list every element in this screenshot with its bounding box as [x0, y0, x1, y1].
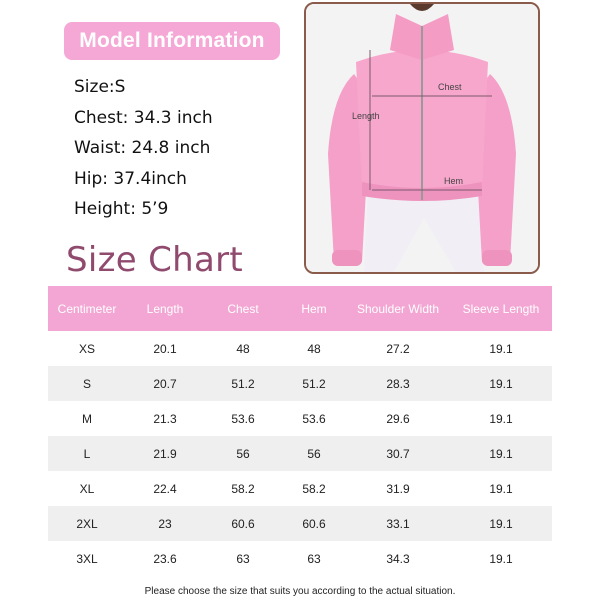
right-cuff: [482, 250, 512, 266]
col-header-shoulder-width: Shoulder Width: [346, 286, 450, 331]
table-row: [48, 436, 552, 471]
table-cell: 29.6: [386, 411, 410, 426]
table-cell: 34.3: [386, 551, 410, 566]
table-cell: 19.1: [450, 436, 552, 471]
model-information-badge: Model Information: [64, 22, 280, 60]
table-cell: 30.7: [346, 436, 450, 471]
table-cell: XS: [78, 341, 95, 356]
col-header-centimeter: Centimeter: [48, 286, 126, 331]
table-cell: 20.7: [126, 366, 204, 401]
left-cuff: [332, 250, 362, 266]
table-cell: 63: [307, 551, 321, 566]
table-cell: 20.1: [153, 341, 177, 356]
model-chest: Chest: 34.3 inch: [74, 107, 213, 128]
table-cell: 58.2: [231, 481, 255, 496]
table-cell: 3XL: [76, 551, 98, 566]
table-row: [48, 541, 552, 576]
model-waist: Waist: 24.8 inch: [74, 138, 211, 158]
table-cell: 19.1: [450, 506, 552, 541]
table-cell: 19.1: [450, 366, 552, 401]
table-cell: 56: [282, 436, 346, 471]
table-cell: 19.1: [489, 551, 513, 566]
col-header-length: Length: [126, 286, 204, 331]
table-cell: 51.2: [204, 366, 282, 401]
size-chart-title: Size Chart: [66, 240, 244, 280]
chest-label: Chest: [438, 82, 462, 92]
table-cell: 21.9: [126, 436, 204, 471]
length-label: Length: [352, 111, 380, 121]
table-cell: 23: [126, 506, 204, 541]
table-cell: 23.6: [153, 551, 177, 566]
jacket-illustration: [306, 4, 538, 272]
table-cell: L: [48, 436, 126, 471]
table-cell: 63: [236, 551, 250, 566]
table-cell: 31.9: [386, 481, 410, 496]
table-cell: 58.2: [302, 481, 326, 496]
table-cell: 28.3: [346, 366, 450, 401]
table-row: [48, 506, 552, 541]
product-photo: [304, 2, 540, 274]
model-hip: Hip: 37.4inch: [74, 168, 187, 189]
table-cell: 53.6: [231, 411, 255, 426]
table-cell: 21.3: [153, 411, 177, 426]
table-cell: 48: [236, 341, 250, 356]
col-header-sleeve-length: Sleeve Length: [450, 286, 552, 331]
table-row: [48, 471, 552, 506]
col-header-hem: Hem: [282, 286, 346, 331]
table-cell: 19.1: [489, 481, 513, 496]
table-row: [48, 331, 552, 366]
table-cell: 22.4: [153, 481, 177, 496]
col-header-chest: Chest: [204, 286, 282, 331]
model-info-list: [74, 72, 213, 225]
table-row: [48, 401, 552, 436]
table-cell: 53.6: [302, 411, 326, 426]
table-cell: 19.1: [489, 341, 513, 356]
table-cell: 48: [307, 341, 321, 356]
table-cell: M: [82, 411, 92, 426]
table-cell: 51.2: [282, 366, 346, 401]
table-cell: S: [48, 366, 126, 401]
table-cell: 33.1: [346, 506, 450, 541]
size-chart-table: [48, 286, 552, 576]
hem-label: Hem: [444, 176, 464, 186]
model-size: Size:S: [74, 77, 126, 97]
table-row: [48, 366, 552, 401]
table-cell: 60.6: [204, 506, 282, 541]
table-cell: 27.2: [386, 341, 410, 356]
table-cell: 19.1: [489, 411, 513, 426]
footer-note: Please choose the size that suits you according to the actual situation.: [144, 586, 456, 597]
table-cell: 2XL: [48, 506, 126, 541]
table-cell: 56: [204, 436, 282, 471]
model-height: Height: 5’9: [74, 199, 169, 219]
table-header-row: [48, 286, 552, 331]
table-cell: 60.6: [282, 506, 346, 541]
table-cell: XL: [79, 481, 95, 496]
